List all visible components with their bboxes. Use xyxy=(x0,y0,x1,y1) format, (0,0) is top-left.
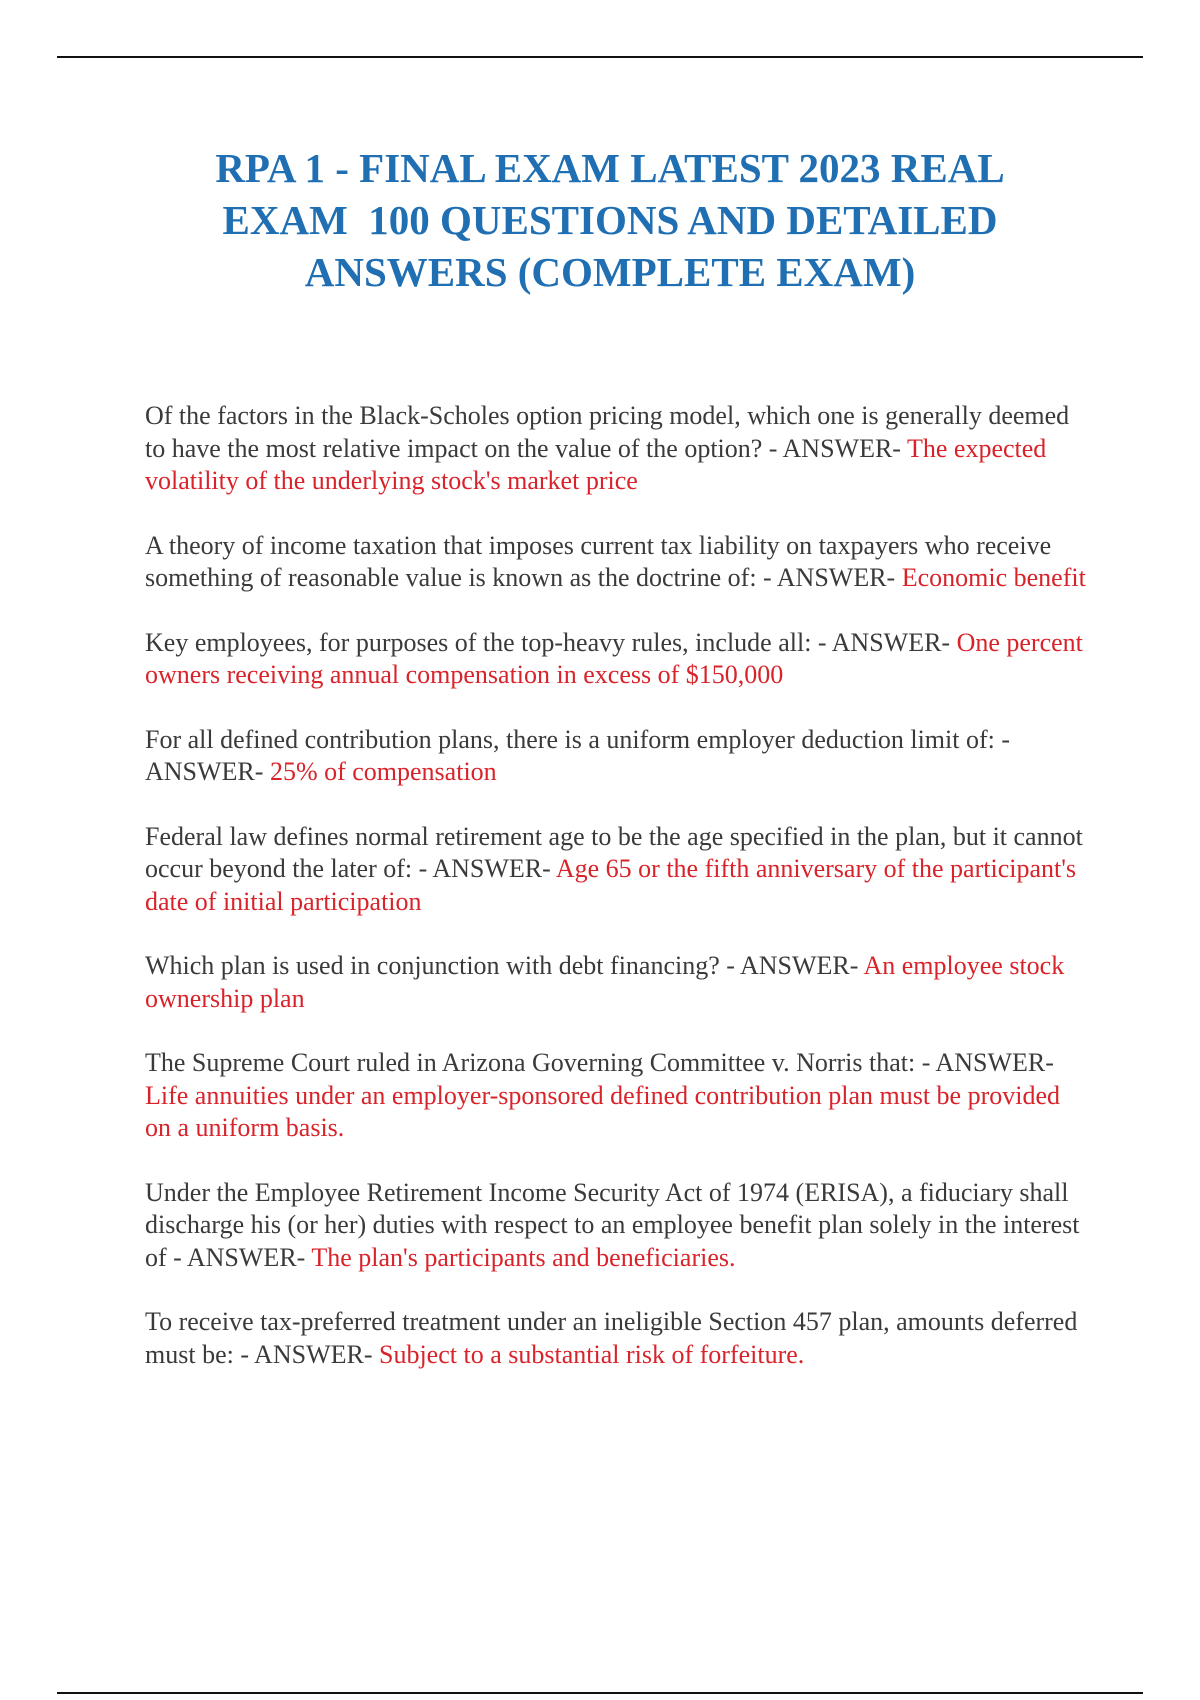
question-text: Of the factors in the Black-Scholes option pricing model, which one is generally deemed to have the most relative impact on the value of the option? - ANSWER- xyxy=(145,401,1070,463)
top-rule xyxy=(57,56,1143,58)
qa-item xyxy=(145,530,1090,595)
answer-text: Age 65 or the fifth anniversary of the participant's date of initial participation xyxy=(145,854,1077,916)
answer-text: 25% of compensation xyxy=(269,757,497,786)
qa-item xyxy=(145,950,1090,1015)
question-text: The Supreme Court ruled in Arizona Governing Committee v. Norris that: - ANSWER- xyxy=(145,1048,1054,1077)
bottom-rule xyxy=(57,1692,1143,1694)
question-list xyxy=(145,400,1090,1403)
answer-text: Life annuities under an employer-sponsored defined contribution plan must be provided on a uniform basis. xyxy=(145,1080,1061,1142)
qa-item xyxy=(145,1177,1090,1275)
question-text: For all defined contribution plans, there is a uniform employer deduction limit of: - ANSWER- xyxy=(145,724,1011,786)
question-text: Which plan is used in conjunction with debt financing? - ANSWER- xyxy=(145,951,864,980)
title-line: EXAM 100 QUESTIONS AND DETAILED xyxy=(222,197,998,243)
qa-item xyxy=(145,724,1090,789)
qa-item xyxy=(145,821,1090,919)
question-text: Federal law defines normal retirement age to be the age specified in the plan, but it cannot occur beyond the later of: - ANSWER- xyxy=(145,821,1083,883)
document-title xyxy=(110,142,1110,298)
answer-text: The expected volatility of the underlying stock's market price xyxy=(145,433,1047,495)
answer-text: One percent owners receiving annual compensation in excess of $150,000 xyxy=(145,627,1083,689)
answer-text: Economic benefit xyxy=(901,563,1086,592)
question-text: Under the Employee Retirement Income Security Act of 1974 (ERISA), a fiduciary shall discharge his (or her) duties with respect to an employee benefit plan solely in the interest of - ANSWER- xyxy=(145,1177,1080,1272)
qa-item xyxy=(145,627,1090,692)
qa-item xyxy=(145,400,1090,498)
answer-text: The plan's participants and beneficiaries. xyxy=(311,1242,736,1272)
question-text: To receive tax-preferred treatment under an ineligible Section 457 plan, amounts deferred must be: - ANSWER- xyxy=(145,1307,1078,1369)
title-line: RPA 1 - FINAL EXAM LATEST 2023 REAL xyxy=(215,145,1005,191)
question-text: A theory of income taxation that imposes current tax liability on taxpayers who receive something of reasonable value is known as the doctrine of: - ANSWER- xyxy=(145,530,1052,592)
answer-text: An employee stock ownership plan xyxy=(145,951,1065,1013)
qa-item xyxy=(145,1047,1090,1145)
qa-item xyxy=(145,1306,1090,1371)
answer-text: Subject to a substantial risk of forfeiture. xyxy=(379,1339,805,1369)
title-line: ANSWERS (COMPLETE EXAM) xyxy=(304,249,916,295)
question-text: Key employees, for purposes of the top-heavy rules, include all: - ANSWER- xyxy=(145,627,957,657)
